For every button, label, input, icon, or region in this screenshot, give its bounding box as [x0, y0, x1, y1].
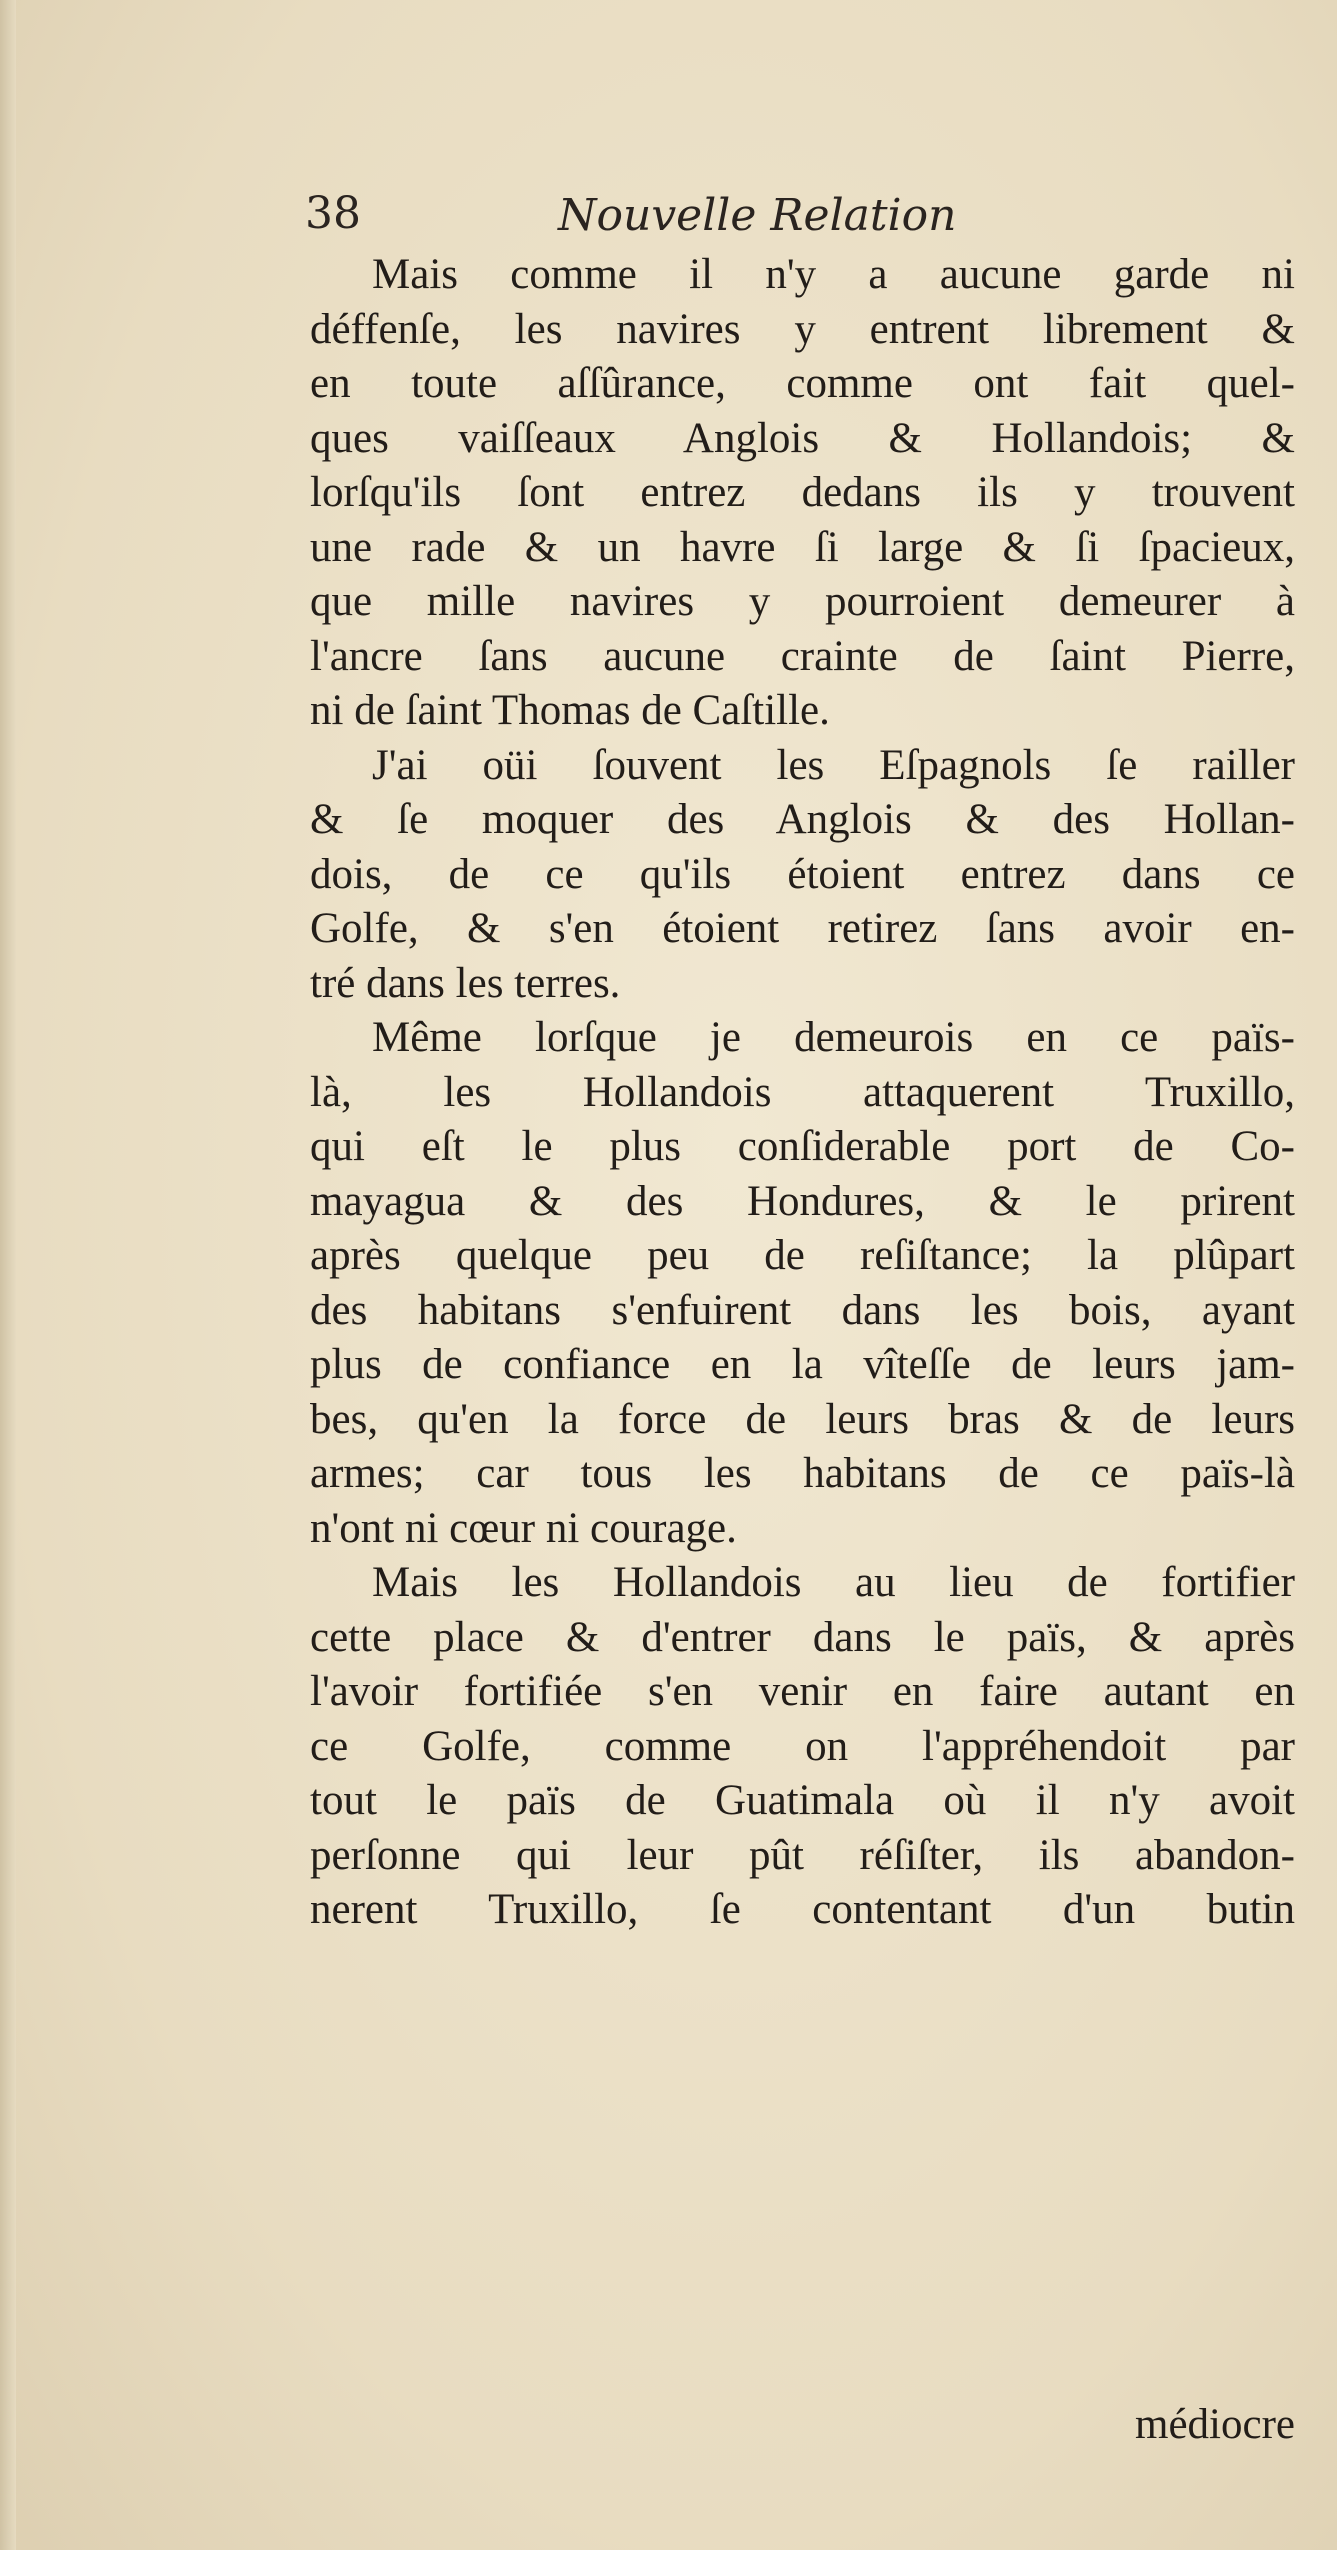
page-number: 38: [305, 188, 361, 239]
text-line: ce Golfe, comme on l'appréhendoit par: [310, 1722, 1295, 1770]
text-line: nerent Truxillo, ſe contentant d'un butin: [310, 1886, 1295, 1933]
text-line: cette place & d'entrer dans le païs, & après: [310, 1613, 1295, 1661]
text-line: Mais comme il n'y a aucune garde ni: [372, 251, 1295, 298]
catchword: médiocre: [1135, 2401, 1295, 2448]
text-line: qui eſt le plus conſiderable port de Co-: [310, 1123, 1295, 1170]
text-line: déffenſe, les navires y entrent librement &: [310, 305, 1295, 353]
text-line: Même lorſque je demeurois en ce païs-: [372, 1014, 1295, 1061]
text-line: bes, qu'en la force de leurs bras & de leurs: [310, 1395, 1295, 1443]
page-gutter: [0, 0, 16, 2550]
body-text: [310, 248, 1295, 1938]
text-line: l'ancre ſans aucune crainte de ſaint Pierre,: [310, 632, 1295, 680]
text-line: dois, de ce qu'ils étoient entrez dans ce: [310, 850, 1295, 898]
text-line: armes; car tous les habitans de ce païs-là: [310, 1450, 1295, 1497]
text-line: n'ont ni cœur ni courage.: [310, 1504, 737, 1552]
text-line: là, les Hollandois attaquerent Truxillo,: [310, 1068, 1295, 1116]
text-line: lorſqu'ils ſont entrez dedans ils y trouvent: [310, 469, 1295, 516]
text-line: tré dans les terres.: [310, 959, 621, 1007]
text-line: ques vaiſſeaux Anglois & Hollandois; &: [310, 414, 1295, 462]
text-line: mayagua & des Hondures, & le prirent: [310, 1177, 1295, 1225]
running-title: Nouvelle Relation: [558, 190, 957, 241]
text-line: ni de ſaint Thomas de Caſtille.: [310, 687, 830, 734]
text-line: tout le païs de Guatimala où il n'y avoit: [310, 1777, 1295, 1824]
text-line: & ſe moquer des Anglois & des Hollan-: [310, 796, 1295, 843]
text-line: en toute aſſûrance, comme ont fait quel-: [310, 360, 1295, 407]
text-line: J'ai oüi ſouvent les Eſpagnols ſe railler: [372, 741, 1295, 789]
text-line: plus de confiance en la vîteſſe de leurs jam-: [310, 1341, 1295, 1388]
text-line: des habitans s'enfuirent dans les bois, ayant: [310, 1286, 1295, 1334]
text-line: Golfe, & s'en étoient retirez ſans avoir en-: [310, 905, 1295, 952]
text-line: perſonne qui leur pût réſiſter, ils abandon-: [310, 1831, 1295, 1879]
text-line: que mille navires y pourroient demeurer à: [310, 578, 1295, 625]
text-line: une rade & un havre ſi large & ſi ſpacieux,: [310, 523, 1295, 571]
text-line: l'avoir fortifiée s'en venir en faire autant en: [310, 1668, 1295, 1715]
text-line: après quelque peu de reſiſtance; la plûpart: [310, 1232, 1295, 1279]
text-line: Mais les Hollandois au lieu de fortifier: [372, 1559, 1295, 1606]
